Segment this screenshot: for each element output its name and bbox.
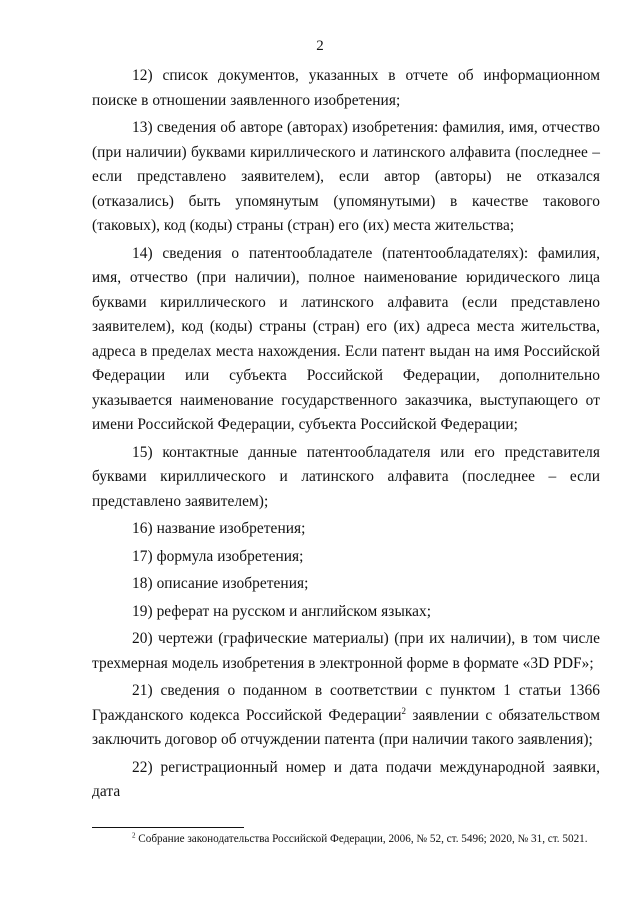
item-21 [92, 679, 600, 753]
item-19: 19) реферат на русском и английском языках; [132, 602, 432, 620]
item-14: 14) сведения о патентообладателе (патентообладателях): фамилия, имя, отчество (при наличии), полное наименование юридического лица буквами кириллического и латинского алфавита (если представлено заявителем), код (коды) страны (стран) его (их) адреса места жительства, адреса в пределах места нахождения. Если патент выдан на имя Российской Федерации или субъекта Российской Федерации, дополнительно указывается наименование государственного заказчика, выступающего от имени Российской Федерации, субъекта Российской Федерации; [92, 244, 600, 433]
item-13: 13) сведения об авторе (авторах) изобретения: фамилия, имя, отчество (при наличии) буквами кириллического и латинского алфавита (последнее – если представлено заявителем), если автор (авторы) не отказался (отказались) быть упомянутым (упомянутыми) в качестве такового (таковых), код (коды) страны (стран) его (их) места жительства; [92, 119, 600, 234]
item-12: 12) список документов, указанных в отчете об информационном поиске в отношении заявленного изобретения; [92, 67, 600, 109]
document-body [92, 64, 600, 808]
page-number: 2 [316, 38, 324, 54]
item-20: 20) чертежи (графические материалы) (при их наличии), в том числе трехмерная модель изобретения в электронной форме в формате «3D PDF»; [92, 630, 600, 672]
item-16: 16) название изобретения; [132, 520, 306, 537]
footnote-text: Собрание законодательства Российской Федерации, 2006, № 52, ст. 5496; 2020, № 31, ст. 5021. [135, 833, 588, 845]
item-22: 22) регистрационный номер и дата подачи международной заявки, дата [92, 758, 600, 800]
item-21-text: 21) сведения о поданном в соответствии с пунктом 1 статьи 1366 Гражданского кодекса Российской Федерации [92, 682, 600, 724]
footnote-separator [92, 827, 244, 828]
item-15: 15) контактные данные патентообладателя или его представителя буквами кириллического и латинского алфавита (последнее – если представлено заявителем); [92, 443, 600, 510]
item-18: 18) описание изобретения; [132, 575, 309, 592]
footnote-ref: 2 [401, 705, 407, 716]
item-17: 17) формула изобретения; [132, 547, 304, 565]
footnote [92, 832, 600, 846]
footnote-marker: 2 [132, 831, 136, 840]
item-21-text-cont: заявлении с обязательством заключить договор об отчуждении патента (при наличии такого заявления); [92, 706, 600, 748]
